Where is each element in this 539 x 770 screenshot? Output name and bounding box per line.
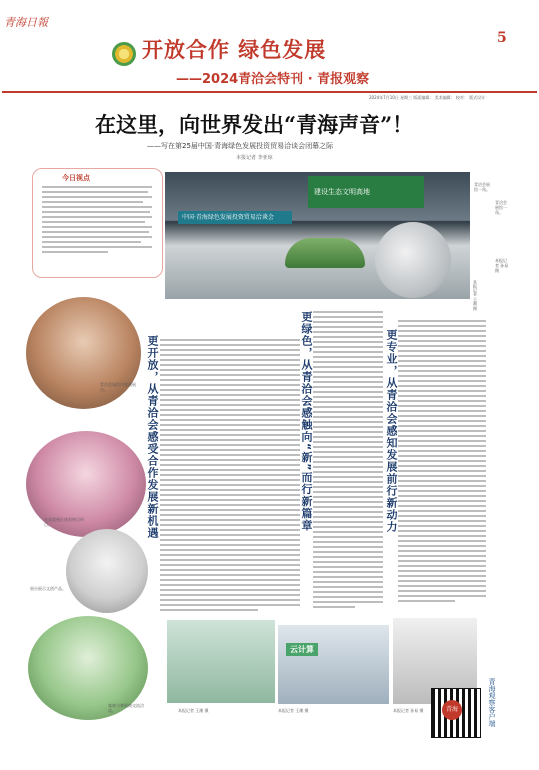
column-3-text: [398, 320, 486, 605]
right-caption: 青洽会展馆一角。: [495, 200, 507, 215]
circle-caption-2: 在非遗展区体验热点项目。: [44, 517, 84, 527]
column-2-text: [313, 311, 383, 611]
article-byline: 本报记者 李亚琼: [236, 155, 273, 161]
hero-credit: 本报记者 王湘 摄: [473, 280, 478, 311]
bottom-photo-2[interactable]: [278, 625, 389, 704]
masthead-logo: 青海日報: [4, 16, 48, 29]
cloud-computing-sign: 云计算: [286, 643, 318, 656]
circle-caption-1: 青洽会场馆内客商展台。: [100, 382, 136, 392]
article-subtitle: ——写在第25届中国·青海绿色发展投资贸易洽谈会闭幕之际: [147, 142, 334, 150]
section-heading-3[interactable]: 更专业，从青洽会感知发展前行新动力: [385, 329, 398, 533]
qr-caption: 青海观察客户端: [488, 678, 496, 727]
special-subtitle: ——2024青洽会特刊 · 青报观察: [176, 72, 370, 87]
hero-caption: 青洽会展馆一角。: [474, 182, 490, 192]
hero-banner-left: 中国·青海绿色发展投资贸易洽谈会: [178, 211, 292, 224]
bottom-photo-1[interactable]: [167, 620, 275, 703]
circle-caption-3: 展台展示文创产品。: [30, 586, 66, 591]
bottom-caption-2: 本报记者 王湘 摄: [278, 708, 309, 713]
section-heading-2[interactable]: 更绿色，从青洽会感触向“新”而行新篇章: [300, 311, 313, 532]
intro-label: 今日视点: [62, 174, 90, 182]
article-title[interactable]: 在这里，向世界发出“青海声音”！: [95, 112, 414, 137]
qr-logo-icon: 青海: [442, 700, 462, 720]
circle-caption-4: 客商与参展商交流洽谈。: [108, 703, 144, 713]
hero-hills-display: [285, 238, 365, 268]
right-credit: 本报记者 孙易 摄: [495, 258, 509, 273]
hero-photo[interactable]: [165, 172, 470, 299]
column-1-text: [160, 339, 300, 614]
emblem-icon: [112, 42, 136, 66]
theme-title: 开放合作 绿色发展: [142, 38, 327, 62]
issue-info: 2024年7月10日 星期三 版面编辑： 美术编辑： 校对： 版式设计：: [369, 95, 490, 100]
section-heading-1[interactable]: 更开放，从青洽会感受合作发展新机遇: [146, 335, 159, 539]
circle-photo-3[interactable]: [66, 529, 148, 613]
header-rule: [2, 91, 537, 93]
bottom-caption-3: 本报记者 孙易 摄: [393, 708, 424, 713]
hero-globe-display: [375, 222, 451, 298]
bottom-caption-1: 本报记者 王湘 摄: [178, 708, 209, 713]
intro-text: [42, 186, 152, 256]
hero-banner-right: 建设生态文明高地: [308, 176, 424, 208]
page-number: 5: [497, 30, 507, 46]
circle-photo-1[interactable]: [26, 297, 141, 409]
